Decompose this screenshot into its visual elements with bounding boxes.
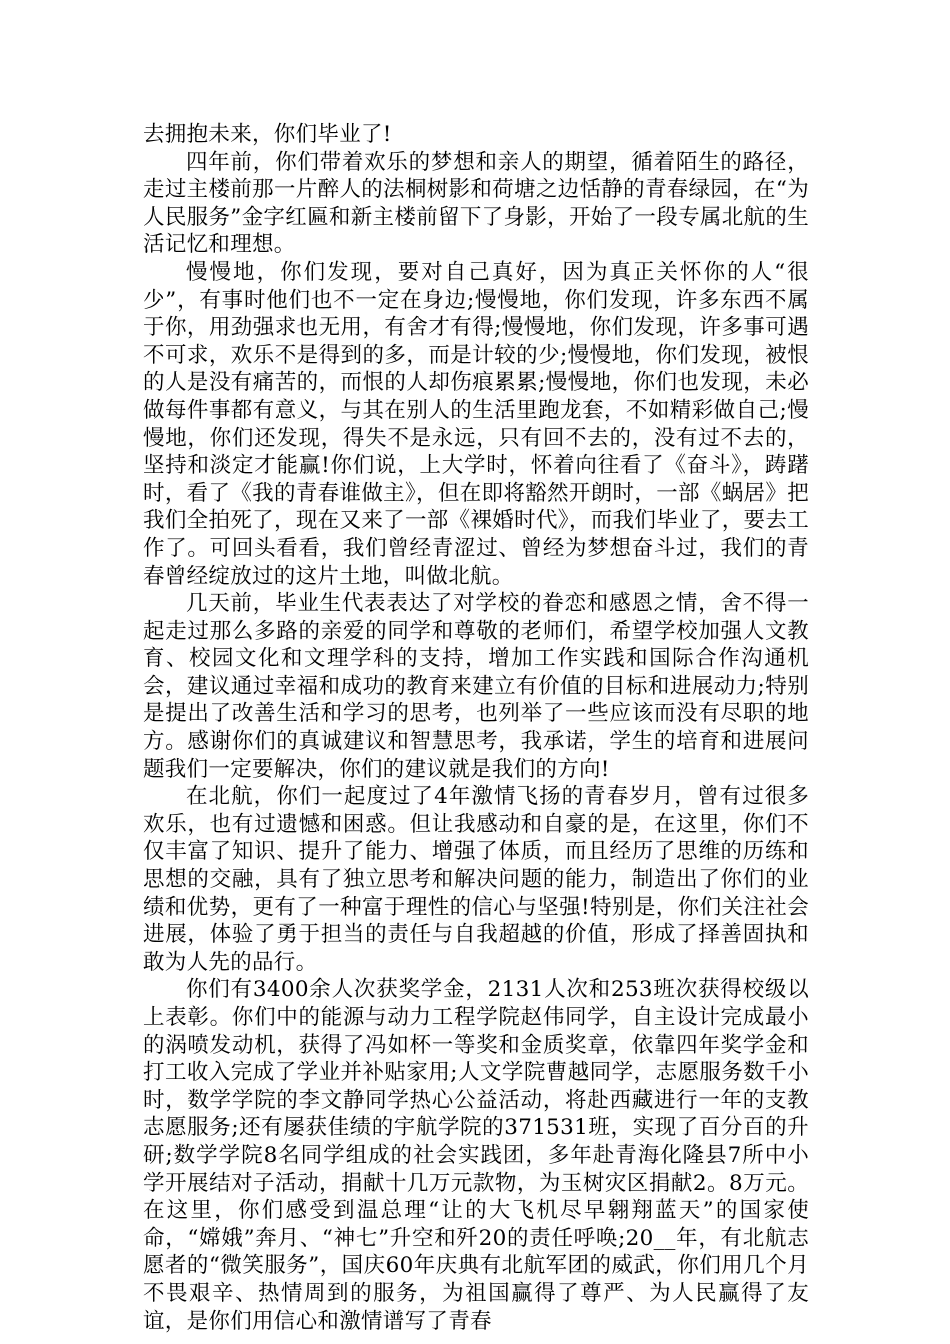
paragraph-4: 几天前，毕业生代表表达了对学校的眷恋和感恩之情，舍不得一起走过那么多路的亲爱的同学和尊敬的老师们，希望学校加强人文教育、校园文化和文理学科的支持，增加工作实践和国际合作沟通机会，建议通过幸福和成功的教育来建立有价值的目标和进展动力;特别是提出了改善生活和学习的思考，也列举了一些应该而没有尽职的地方。感谢你们的真诚建议和智慧思考，我承诺，学生的培育和进展问题我们一定要解决，你们的建议就是我们的方向! <box>143 591 809 782</box>
paragraph-1: 去拥抱未来，你们毕业了! <box>143 122 392 147</box>
body-text <box>143 121 809 1335</box>
paragraph-2: 四年前，你们带着欢乐的梦想和亲人的期望，循着陌生的路径，走过主楼前那一片醉人的法桐树影和荷塘之边恬静的青春绿园，在“为人民服务”金字红匾和新主楼前留下了身影，开始了一段专属北航的生活记忆和理想。 <box>143 149 809 258</box>
paragraph-5: 在北航，你们一起度过了4年激情飞扬的青春岁月，曾有过很多欢乐，也有过遗憾和困惑。但让我感动和自豪的是，在这里，你们不仅丰富了知识、提升了能力、增强了体质，而且经历了思维的历练和思想的交融，具有了独立思考和解决问题的能力，制造出了你们的业绩和优势，更有了一种富于理性的信心与坚强!特别是，你们关注社会进展，体验了勇于担当的责任与自我超越的价值，形成了择善固执和敢为人先的品行。 <box>143 784 809 975</box>
paragraph-3: 慢慢地，你们发现，要对自己真好，因为真正关怀你的人“很少”，有事时他们也不一定在身边;慢慢地，你们发现，许多东西不属于你，用劲强求也无用，有舍才有得;慢慢地，你们发现，许多事可遇不可求，欢乐不是得到的多，而是计较的少;慢慢地，你们发现，被恨的人是没有痛苦的，而恨的人却伤痕累累;慢慢地，你们也发现，未必做每件事都有意义，与其在别人的生活里跑龙套，不如精彩做自己;慢慢地，你们还发现，得失不是永远，只有回不去的，没有过不去的，坚持和淡定才能赢!你们说，上大学时，怀着向往看了《奋斗》，踌躇时，看了《我的青春谁做主》，但在即将豁然开朗时，一部《蜗居》把我们全拍死了，现在又来了一部《裸婚时代》，而我们毕业了，要去工作了。可回头看看，我们曾经青涩过、曾经为梦想奋斗过，我们的青春曾经绽放过的这片土地，叫做北航。 <box>143 259 809 589</box>
paragraph-6: 你们有3400余人次获奖学金，2131人次和253班次获得校级以上表彰。你们中的能源与动力工程学院赵伟同学，自主设计完成最小的涡喷发动机，获得了冯如杯一等奖和金质奖章，依靠四年奖学金和打工收入完成了学业并补贴家用;人文学院曹越同学，志愿服务数千小时，数学学院的李文静同学热心公益活动，将赴西藏进行一年的支教志愿服务;还有屡获佳绩的宇航学院的371531班，实现了百分百的升研;数学学院8名同学组成的社会实践团，多年赴青海化隆县7所中小学开展结对子活动，捐献十几万元款物，为玉树灾区捐献2。8万元。在这里，你们感受到温总理“让的大飞机尽早翱翔蓝天”的国家使命，“嫦娥”奔月、“神七”升空和歼20的责任呼唤;20__年，有北航志愿者的“微笑服务”，国庆60年庆典有北航军团的威武，你们用几个月不畏艰辛、热情周到的服务，为祖国赢得了尊严、为人民赢得了友谊，是你们用信心和激情谱写了青春 <box>143 977 809 1334</box>
